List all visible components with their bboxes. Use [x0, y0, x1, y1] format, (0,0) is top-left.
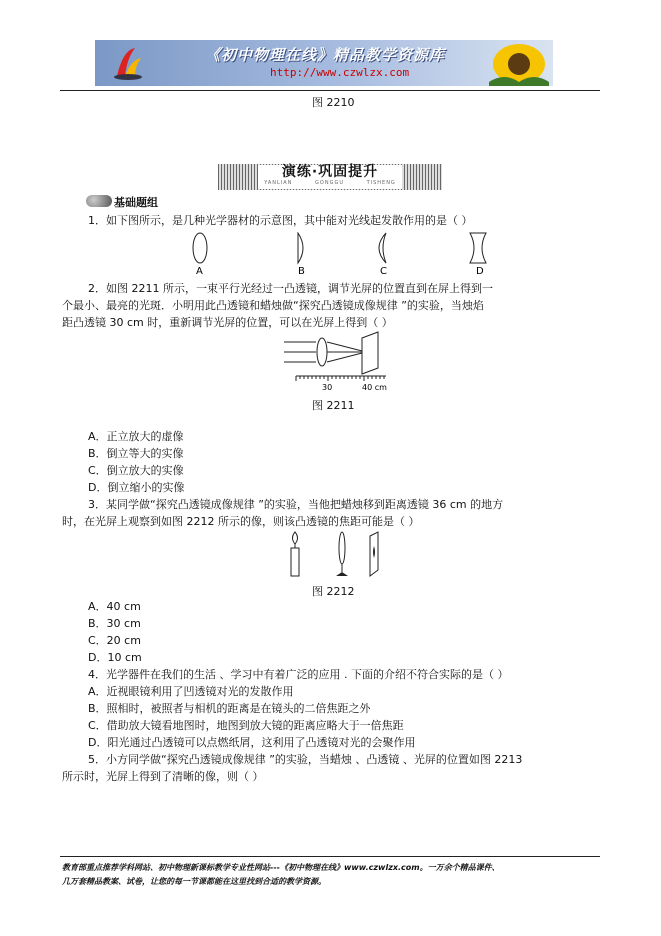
header-rule [60, 90, 600, 91]
section-pinyin: YANLIAN GONGGU TISHENG [264, 180, 396, 186]
q5-line1: 5．小方同学做“探究凸透镜成像规律 ”的实验，当蜡烛 、凸透镜 、光屏的位置如图 2213 [88, 753, 523, 766]
concave-lens-icon [470, 233, 486, 263]
sunflower-icon [489, 42, 549, 86]
meniscus-lens-icon [379, 233, 386, 263]
banner-title: 《初中物理在线》精品教学资源库 [205, 46, 446, 64]
screen-icon [370, 532, 378, 576]
ruler-label-40: 40 cm [362, 383, 387, 392]
figure-caption-2210: 图 2210 [312, 96, 355, 109]
plano-convex-lens-icon [298, 233, 303, 263]
q4-option-d: D．阳光通过凸透镜可以点燃纸屑，这利用了凸透镜对光的会聚作用 [88, 736, 416, 749]
convex-lens-icon [317, 338, 327, 366]
q1-label-c: C [380, 266, 387, 277]
header-banner [95, 40, 553, 86]
convex-lens-icon [193, 233, 207, 263]
banner-url[interactable]: http://www.czwlzx.com [270, 66, 410, 79]
q3-line2: 时，在光屏上观察到如图 2212 所示的像，则该凸透镜的焦距可能是（ ） [62, 515, 420, 528]
figure-2211 [282, 330, 392, 394]
footer-line1: 教育部重点推荐学科网站、初中物理新课标教学专业性网站---《初中物理在线》www.czwlzx.com。一万余个精品课件、 [62, 863, 500, 872]
q4-option-c: C．借助放大镜看地图时，地图到放大镜的距离应略大于一倍焦距 [88, 719, 404, 732]
figure-caption-2212: 图 2212 [312, 585, 355, 598]
q1-lens-figure [180, 232, 500, 278]
q2-line3: 距凸透镜 30 cm 时，重新调节光屏的位置，可以在光屏上得到（ ） [62, 316, 393, 329]
subsection-title: 基础题组 [114, 196, 158, 209]
q5-line2: 所示时，光屏上得到了清晰的像，则（ ） [62, 770, 264, 783]
q1-label-d: D [476, 266, 484, 277]
site-logo [113, 46, 143, 80]
candle-icon [291, 532, 299, 576]
footer-line2: 几万套精品教案、试卷，让您的每一节课都能在这里找到合适的教学资源。 [62, 877, 326, 886]
bullet-icon [86, 195, 112, 207]
q2-option-d: D．倒立缩小的实像 [88, 481, 185, 494]
q2-line2: 个最小、最亮的光斑．小明用此凸透镜和蜡烛做“探究凸透镜成像规律 ”的实验，当烛焰 [62, 299, 484, 312]
footer-rule [60, 856, 600, 857]
q3-option-d: D．10 cm [88, 651, 142, 664]
section-header [218, 164, 442, 190]
q1-text: 1．如下图所示，是几种光学器材的示意图，其中能对光线起发散作用的是（ ） [88, 214, 473, 227]
lens-stand-icon [336, 532, 348, 576]
q3-option-b: B．30 cm [88, 617, 141, 630]
q2-option-c: C．倒立放大的实像 [88, 464, 184, 477]
q4-option-a: A．近视眼镜利用了凹透镜对光的发散作用 [88, 685, 294, 698]
q2-option-b: B．倒立等大的实像 [88, 447, 184, 460]
q4-option-b: B．照相时，被照者与相机的距离是在镜头的二倍焦距之外 [88, 702, 371, 715]
q2-line1: 2．如图 2211 所示，一束平行光经过一凸透镜，调节光屏的位置直到在屏上得到一 [88, 282, 493, 295]
light-screen-icon [362, 332, 378, 374]
q4-line1: 4．光学器件在我们的生活 、学习中有着广泛的应用 . 下面的介绍不符合实际的是（ ） [88, 668, 509, 681]
q3-option-a: A．40 cm [88, 600, 141, 613]
q2-option-a: A．正立放大的虚像 [88, 430, 184, 443]
q3-option-c: C．20 cm [88, 634, 141, 647]
figure-2212 [286, 530, 382, 580]
ruler-label-30: 30 [322, 383, 333, 392]
q3-line1: 3．某同学做“探究凸透镜成像规律 ”的实验，当他把蜡烛移到距离透镜 36 cm 的地方 [88, 498, 504, 511]
section-title: 演练·巩固提升 [281, 164, 379, 180]
q1-label-a: A [196, 266, 203, 277]
figure-caption-2211: 图 2211 [312, 399, 355, 412]
q1-label-b: B [298, 266, 305, 277]
